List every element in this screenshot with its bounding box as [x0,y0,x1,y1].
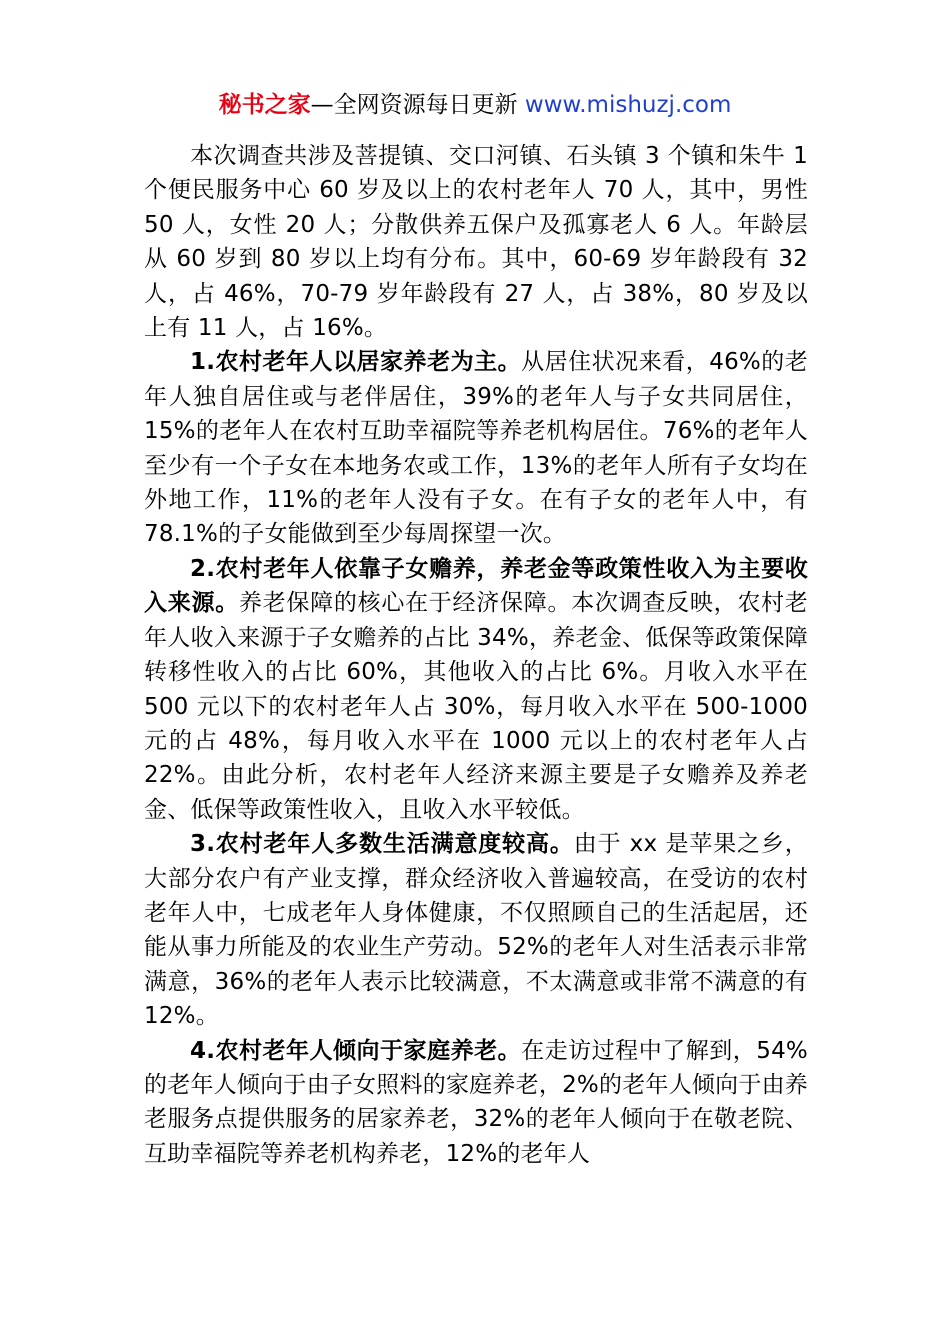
paragraph-satisfaction [144,827,808,1033]
paragraph-text: 由于 xx 是苹果之乡，大部分农户有产业支撑，群众经济收入普遍较高，在受访的农村老年人中，七成老年人身体健康，不仅照顾自己的生活起居，还能从事力所能及的农业生产劳动。52%的老年人对生活表示非常满意，36%的老年人表示比较满意，不太满意或非常不满意的有 12%。 [144,831,808,1030]
brand-name: 秘书之家 [218,92,311,118]
paragraph-text: 本次调查共涉及菩提镇、交口河镇、石头镇 3 个镇和朱牛 1 个便民服务中心 60 岁及以上的农村老年人 70 人，其中，男性 50 人，女性 20 人；分散供养五保户及孤寡老人 6 人。年龄层从 60 岁到 80 岁以上均有分布。其中，60-69 岁年龄段有 32 人，占 46%，70-79 岁年龄段有 27 人，占 38%，80 岁及以上有 11 人，占 16%。 [144,143,808,342]
paragraph-text: 在走访过程中了解到，54%的老年人倾向于由子女照料的家庭养老，2%的老年人倾向于由养老服务点提供服务的居家养老，32%的老年人倾向于在敬老院、互助幸福院等养老机构养老，12%的老年人 [144,1037,808,1167]
paragraph-lead: 4.农村老年人倾向于家庭养老。 [190,1037,522,1064]
paragraph-family-care [144,1034,808,1172]
site-url-link[interactable]: www.mishuzj.com [524,92,732,118]
paragraph-intro [144,139,808,345]
paragraph-home-care [144,345,808,551]
paragraph-income [144,552,808,827]
paragraph-lead: 2.农村老年人依靠子女赡养，养老金等政策性收入为主要收入来源。 [144,555,808,617]
paragraph-lead: 1.农村老年人以居家养老为主。 [190,349,522,376]
paragraph-text: 养老保障的核心在于经济保障。本次调查反映，农村老年人收入来源于子女赡养的占比 34%，养老金、低保等政策保障转移性收入的占比 60%，其他收入的占比 6%。月收入水平在 500 元以下的农村老年人占 30%，每月收入水平在 500-1000 元的占 48%，每月收入水平在 1000 元以上的农村老年人占 22%。由此分析，农村老年人经济来源主要是子女赡养及养老金、低保等政策性收入，且收入水平较低。 [144,590,808,823]
page-header [0,88,950,122]
header-tagline: —全网资源每日更新 [310,92,518,118]
document-body [144,139,808,1171]
paragraph-lead: 3.农村老年人多数生活满意度较高。 [190,831,574,858]
paragraph-text: 从居住状况来看，46%的老年人独自居住或与老伴居住，39%的老年人与子女共同居住，15%的老年人在农村互助幸福院等养老机构居住。76%的老年人至少有一个子女在本地务农或工作，13%的老年人所有子女均在外地工作，11%的老年人没有子女。在有子女的老年人中，有 78.1%的子女能做到至少每周探望一次。 [144,349,808,548]
